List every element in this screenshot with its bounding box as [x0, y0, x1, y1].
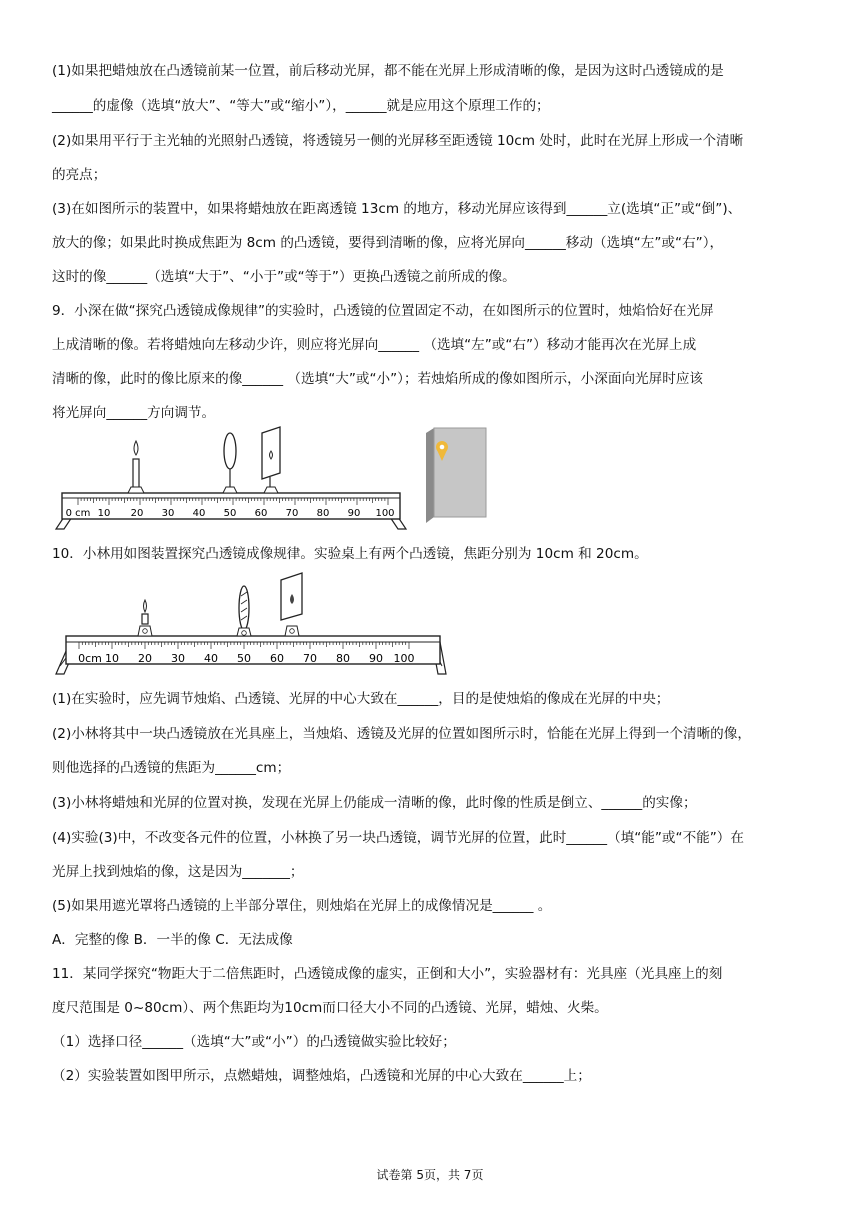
q11-line1: 11．某同学探究“物距大于二倍焦距时，凸透镜成像的虚实，正倒和大小”，实验器材有：光具座（光具座上的刻 [52, 966, 723, 982]
tick-label-10: 10 [97, 508, 111, 519]
tick-label-0: 0 cm [65, 508, 91, 519]
tick-label-60: 60 [254, 508, 268, 519]
tick-label-0: 0cm [78, 652, 102, 665]
q10-part4-line1: (4)实验(3)中，不改变各元件的位置，小林换了另一块凸透镜，调节光屏的位置，此时______（填“能”或“不能”）在 [52, 830, 744, 846]
q10-part1: (1)在实验时，应先调节烛焰、凸透镜、光屏的中心大致在______，目的是使烛焰的像成在光屏的中央； [52, 691, 670, 707]
q9-line2: 上成清晰的像。若将蜡烛向左移动少许，则应将光屏向______ （选填“左”或“右”）移动才能再次在光屏上成 [52, 337, 697, 353]
tick-label-70: 70 [285, 508, 299, 519]
tick-label-70: 70 [303, 652, 317, 665]
q10-part2-line1: (2)小林将其中一块凸透镜放在光具座上，当烛焰、透镜及光屏的位置如图所示时，恰能在光屏上得到一个清晰的像， [52, 726, 751, 742]
tick-label-100: 100 [375, 508, 395, 519]
q8-part3-line2: 放大的像；如果此时换成焦距为 8cm 的凸透镜，要得到清晰的像，应将光屏向______移动（选填“左”或“右”）， [52, 235, 724, 251]
page-footer: 试卷第 5页，共 7页 [376, 1168, 484, 1182]
q10-part4-line2: 光屏上找到烛焰的像，这是因为_______； [52, 864, 304, 880]
light-screen-icon [262, 427, 280, 493]
q8-part3-line3: 这时的像______（选填“大于”、“小于”或“等于”）更换凸透镜之前所成的像。 [52, 269, 516, 285]
q11-part2: （2）实验装置如图甲所示，点燃蜡烛，调整烛焰，凸透镜和光屏的中心大致在______上； [52, 1068, 591, 1084]
tick-label-100: 100 [393, 652, 415, 665]
q10-part2-line2: 则他选择的凸透镜的焦距为______cm； [52, 760, 291, 776]
q9-figure [52, 425, 492, 535]
tick-label-30: 30 [171, 652, 185, 665]
tick-label-60: 60 [270, 652, 284, 665]
q10-intro: 10．小林用如图装置探究凸透镜成像规律。实验桌上有两个凸透镜，焦距分别为 10cm 和 20cm。 [52, 546, 648, 562]
q10-part5: (5)如果用遮光罩将凸透镜的上半部分罩住，则烛焰在光屏上的成像情况是______ 。 [52, 898, 552, 914]
q8-part2-line1: (2)如果用平行于主光轴的光照射凸透镜，将透镜另一侧的光屏移至距透镜 10cm 处时，此时在光屏上形成一个清晰 [52, 133, 744, 149]
tick-label-20: 20 [138, 652, 152, 665]
tick-label-30: 30 [161, 508, 175, 519]
tick-label-90: 90 [369, 652, 383, 665]
q8-part2-line2: 的亮点； [52, 167, 107, 183]
q10-figure [52, 570, 452, 682]
q11-line2: 度尺范围是 0~80cm）、两个焦距均为10cm而口径大小不同的凸透镜、光屏，蜡烛、火柴。 [52, 1000, 608, 1016]
q9-line1: 9．小深在做“探究凸透镜成像规律”的实验时，凸透镜的位置固定不动，在如图所示的位置时，烛焰恰好在光屏 [52, 303, 714, 319]
tick-label-20: 20 [130, 508, 144, 519]
convex-lens-icon [237, 586, 251, 636]
convex-lens-icon [223, 433, 237, 493]
tick-label-40: 40 [204, 652, 218, 665]
q9-line4: 将光屏向______方向调节。 [52, 405, 216, 421]
light-screen-icon [281, 573, 302, 636]
q10-part5-options: A．完整的像 B．一半的像 C．无法成像 [52, 932, 293, 948]
tick-label-50: 50 [237, 652, 251, 665]
tick-label-80: 80 [336, 652, 350, 665]
tick-label-40: 40 [192, 508, 206, 519]
candle-icon [128, 441, 144, 493]
q8-part3-line1: (3)在如图所示的装置中，如果将蜡烛放在距离透镜 13cm 的地方，移动光屏应该得到______立(选填“正”或“倒”)、 [52, 201, 742, 217]
q10-part3: (3)小林将蜡烛和光屏的位置对换，发现在光屏上仍能成一清晰的像，此时像的性质是倒立、______的实像； [52, 795, 697, 811]
tick-label-80: 80 [316, 508, 330, 519]
q8-part1-line1: (1)如果把蜡烛放在凸透镜前某一位置，前后移动光屏，都不能在光屏上形成清晰的像，是因为这时凸透镜成的是 [52, 63, 724, 79]
q8-part1-line2: ______的虚像（选填“放大”、“等大”或“缩小”），______就是应用这个原理工作的； [52, 98, 550, 114]
screen-image-icon [426, 428, 486, 523]
candle-icon [138, 600, 152, 636]
tick-label-10: 10 [105, 652, 119, 665]
tick-label-90: 90 [347, 508, 361, 519]
tick-label-50: 50 [223, 508, 237, 519]
q11-part1: （1）选择口径______（选填“大”或“小”）的凸透镜做实验比较好； [52, 1034, 456, 1050]
q9-line3: 清晰的像，此时的像比原来的像______ （选填“大”或“小”）；若烛焰所成的像如图所示，小深面向光屏时应该 [52, 371, 704, 387]
